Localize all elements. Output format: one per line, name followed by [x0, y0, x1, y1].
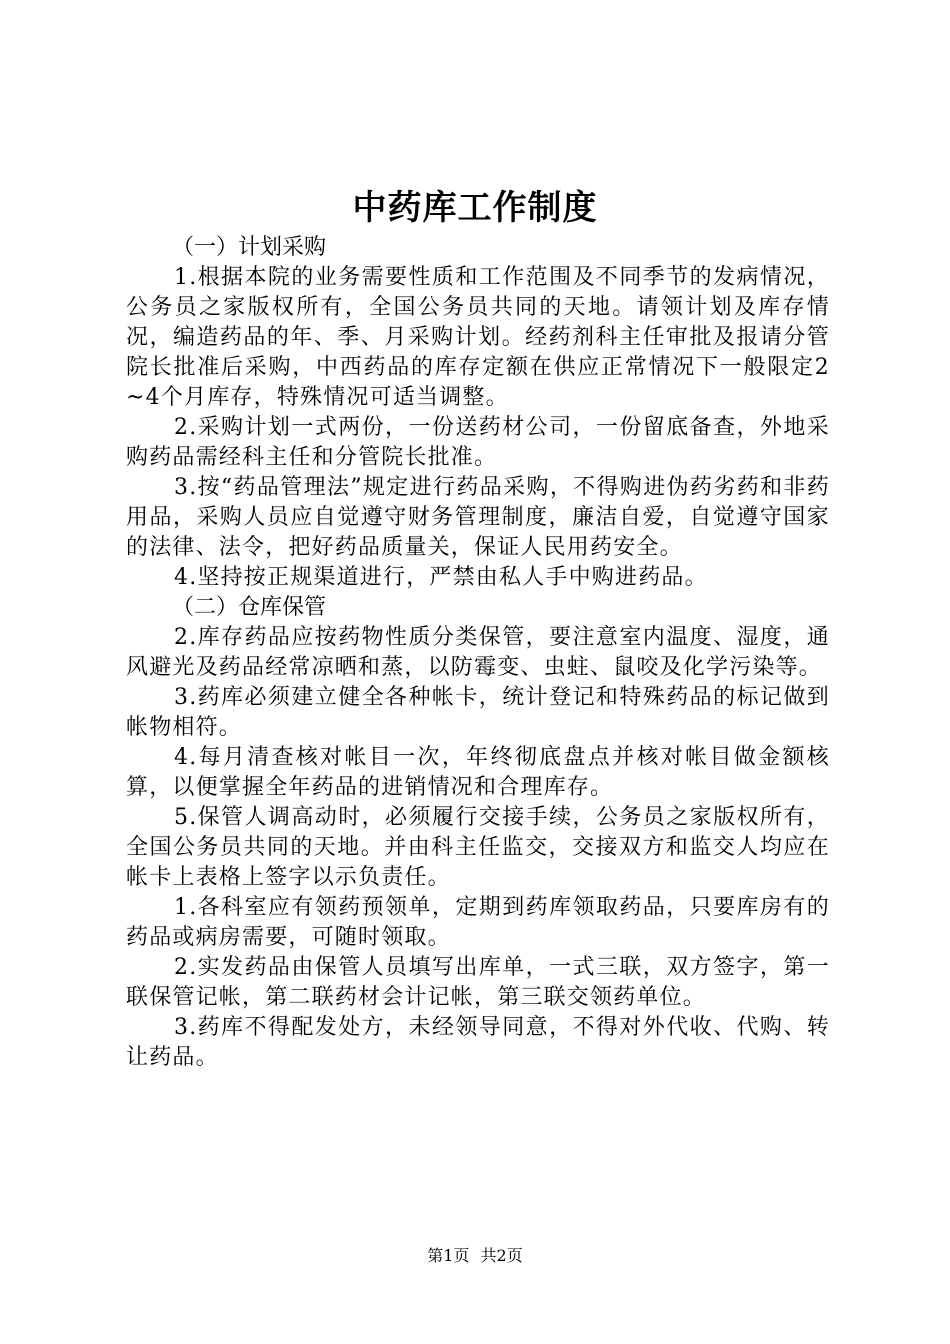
paragraph: 3.按“药品管理法”规定进行药品采购，不得购进伪药劣药和非药用品，采购人员应自觉遵守财务管理制度，廉洁自爱，自觉遵守国家的法律、法令，把好药品质量关，保证人民用药安全。 [126, 475, 830, 560]
paragraph: 1.根据本院的业务需要性质和工作范围及不同季节的发病情况，公务员之家版权所有，全国公务员共同的天地。请领计划及库存情况，编造药品的年、季、月采购计划。经药剂科主任审批及报请分管院长批准后采购，中西药品的库存定额在供应正常情况下一般限定2~4个月库存，特殊情况可适当调整。 [126, 265, 830, 410]
paragraph: 3.药库必须建立健全各种帐卡，统计登记和特殊药品的标记做到帐物相符。 [126, 685, 830, 740]
paragraph: 3.药库不得配发处方，未经领导同意，不得对外代收、代购、转让药品。 [126, 1015, 830, 1070]
page-number-footer: 第1页 共2页 [427, 1246, 523, 1265]
page-title: 中药库工作制度 [352, 188, 598, 228]
paragraph: 2.实发药品由保管人员填写出库单，一式三联，双方签字，第一联保管记帐，第二联药材会计记帐，第三联交领药单位。 [126, 955, 830, 1010]
section-procurement [126, 233, 830, 593]
paragraph: 2.库存药品应按药物性质分类保管，要注意室内温度、湿度，通风避光及药品经常凉晒和蒸，以防霉变、虫蛀、鼠咬及化学污染等。 [126, 625, 830, 680]
section-storage [126, 593, 830, 1073]
paragraph: 5.保管人调高动时，必须履行交接手续，公务员之家版权所有，全国公务员共同的天地。并由科主任监交，交接双方和监交人均应在帐卡上表格上签字以示负责任。 [126, 805, 830, 890]
paragraph: 4.每月清查核对帐目一次，年终彻底盘点并核对帐目做金额核算，以便掌握全年药品的进销情况和合理库存。 [126, 745, 830, 800]
paragraph: 2.采购计划一式两份，一份送药材公司，一份留底备查，外地采购药品需经科主任和分管院长批准。 [126, 415, 830, 470]
document-body [126, 233, 830, 1073]
section-heading: （二）仓库保管 [172, 595, 327, 620]
paragraph: 4.坚持按正规渠道进行，严禁由私人手中购进药品。 [174, 565, 708, 590]
paragraph: 1.各科室应有领药预领单，定期到药库领取药品，只要库房有的药品或病房需要，可随时领取。 [126, 895, 830, 950]
section-heading: （一）计划采购 [172, 235, 327, 260]
